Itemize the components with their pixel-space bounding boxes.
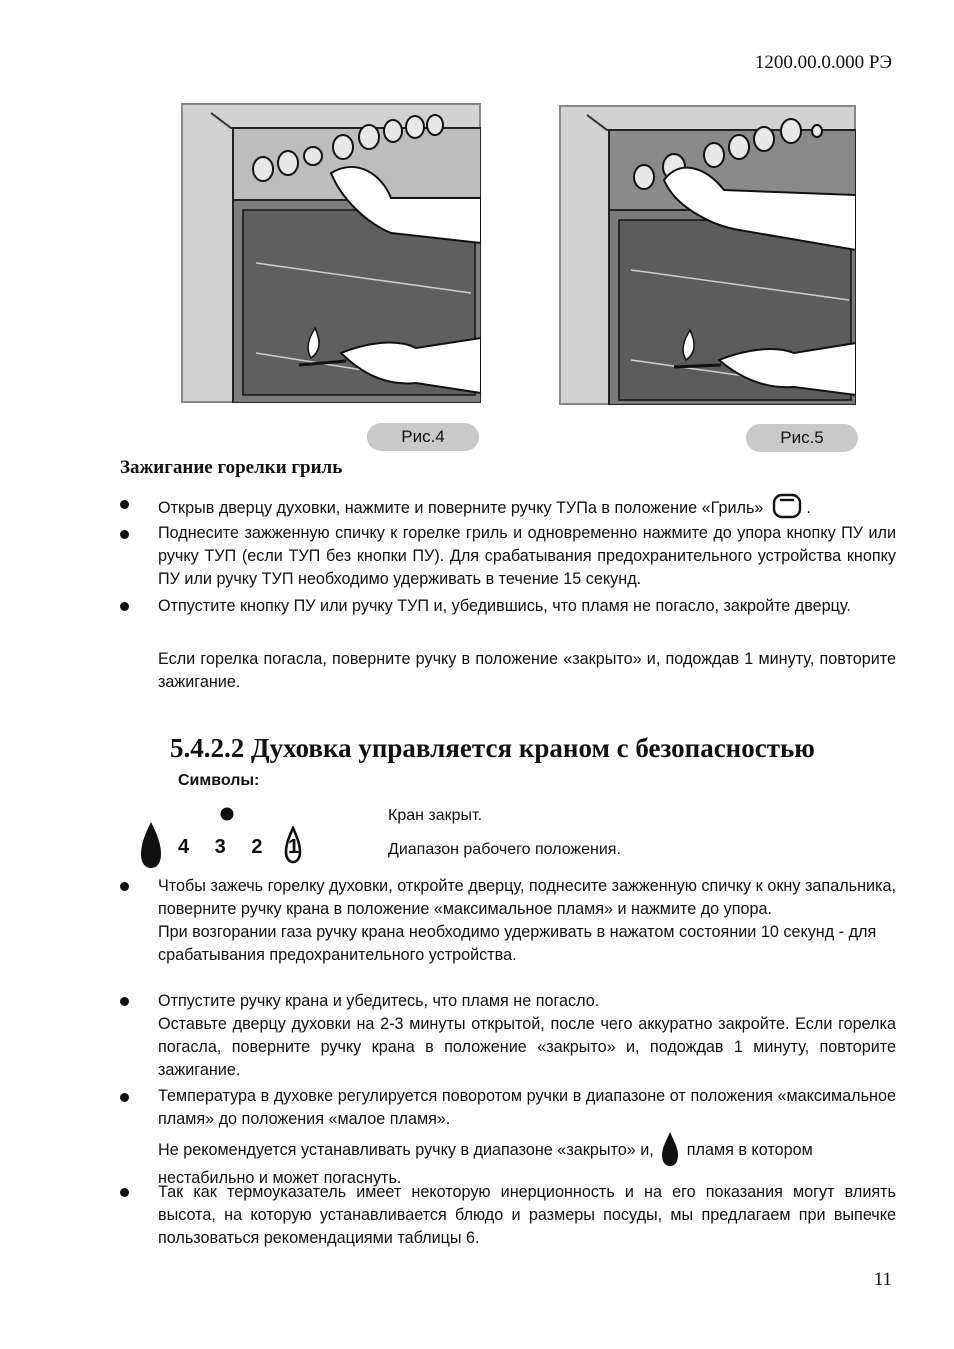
symbol-closed-label: Кран закрыт. [388, 807, 483, 824]
list-item [158, 875, 896, 967]
bullet-icon [120, 1093, 132, 1105]
list-item-line: Чтобы зажечь горелку духовки, откройте дверцу, поднесите зажженную спичку к окну запальника, поверните ручку крана в положение «максимальное пламя» и нажмите до упора. [158, 877, 896, 918]
grill-section-title: Зажигание горелки гриль [120, 457, 343, 478]
figure-5-illustration [559, 105, 856, 405]
list-item: Отпустите кнопку ПУ или ручку ТУП и, убедившись, что пламя не погасло, закройте дверцу. [158, 597, 851, 615]
list-item [158, 1085, 896, 1190]
flame-min-icon [284, 826, 302, 864]
list-item-text: Не рекомендуется устанавливать ручку в диапазоне «закрыто» и, [158, 1141, 654, 1159]
bullet-icon [120, 882, 132, 894]
list-item-suffix: . [806, 499, 811, 517]
list-item [158, 990, 896, 1082]
grill-note: Если горелка погасла, поверните ручку в положение «закрыто» и, подождав 1 минуту, повторите зажигание. [158, 650, 896, 691]
flame-max-icon [139, 820, 163, 870]
list-item: Поднесите зажженную спичку к горелке гриль и одновременно нажмите до упора кнопку ПУ или ручку ТУП (если ТУП без кнопки ПУ). Для срабатывания предохранительного устройства кнопку ПУ или ручку ТУП необходимо удерживать в течение 15 секунд. [158, 524, 896, 588]
bullet-icon [120, 530, 132, 542]
symbol-range-label: Диапазон рабочего положения. [388, 841, 621, 858]
bullet-icon [120, 500, 132, 512]
figure-5-caption: Рис.5 [746, 424, 858, 452]
bullet-icon [120, 1188, 132, 1200]
figure-4-caption: Рис.4 [367, 423, 479, 451]
figure-4-illustration [181, 103, 481, 403]
bullet-icon [120, 997, 132, 1009]
list-item-line: Отпустите ручку крана и убедитесь, что пламя не погасло. [158, 992, 600, 1010]
list-item-text: Открыв дверцу духовки, нажмите и поверните ручку ТУПа в положение «Гриль» [158, 499, 764, 517]
list-item-text: пламя в котором нестабильно и может погаснуть. [158, 1141, 813, 1187]
list-item [158, 1181, 896, 1250]
document-code: 1200.00.0.000 РЭ [754, 52, 892, 73]
symbols-title: Символы: [178, 772, 260, 789]
list-item-line: При возгорании газа ручку крана необходимо удерживать в нажатом состоянии 10 секунд - для срабатывания предохранительного устройства. [158, 923, 877, 964]
bullet-icon [120, 602, 132, 614]
flame-range-numbers: 4 3 2 1 [178, 836, 310, 858]
section-heading: 5.4.2.2 Духовка управляется краном с безопасностью [170, 733, 815, 763]
closed-dot-icon [219, 806, 235, 822]
list-item-line: Температура в духовке регулируется поворотом ручки в диапазоне от положения «максимальное пламя» до положения «малое пламя». [158, 1087, 896, 1128]
list-item-line: Оставьте дверцу духовки на 2-3 минуты открытой, после чего аккуратно закройте. Если горелка погасла, поверните ручку крана в положение «закрыто» и, подождав 1 минуту, повторите зажигание. [158, 1015, 896, 1079]
grill-symbol-icon [772, 493, 802, 519]
page-number: 11 [873, 1269, 892, 1290]
list-item [158, 493, 896, 520]
list-item-line: Так как термоуказатель имеет некоторую инерционность и на его показания могут влиять высота, на которую устанавливается блюдо и размеры посуды, мы предлагаем при выпечке пользоваться рекомендациями таблицы 6. [158, 1183, 896, 1247]
flame-max-icon [661, 1131, 679, 1167]
